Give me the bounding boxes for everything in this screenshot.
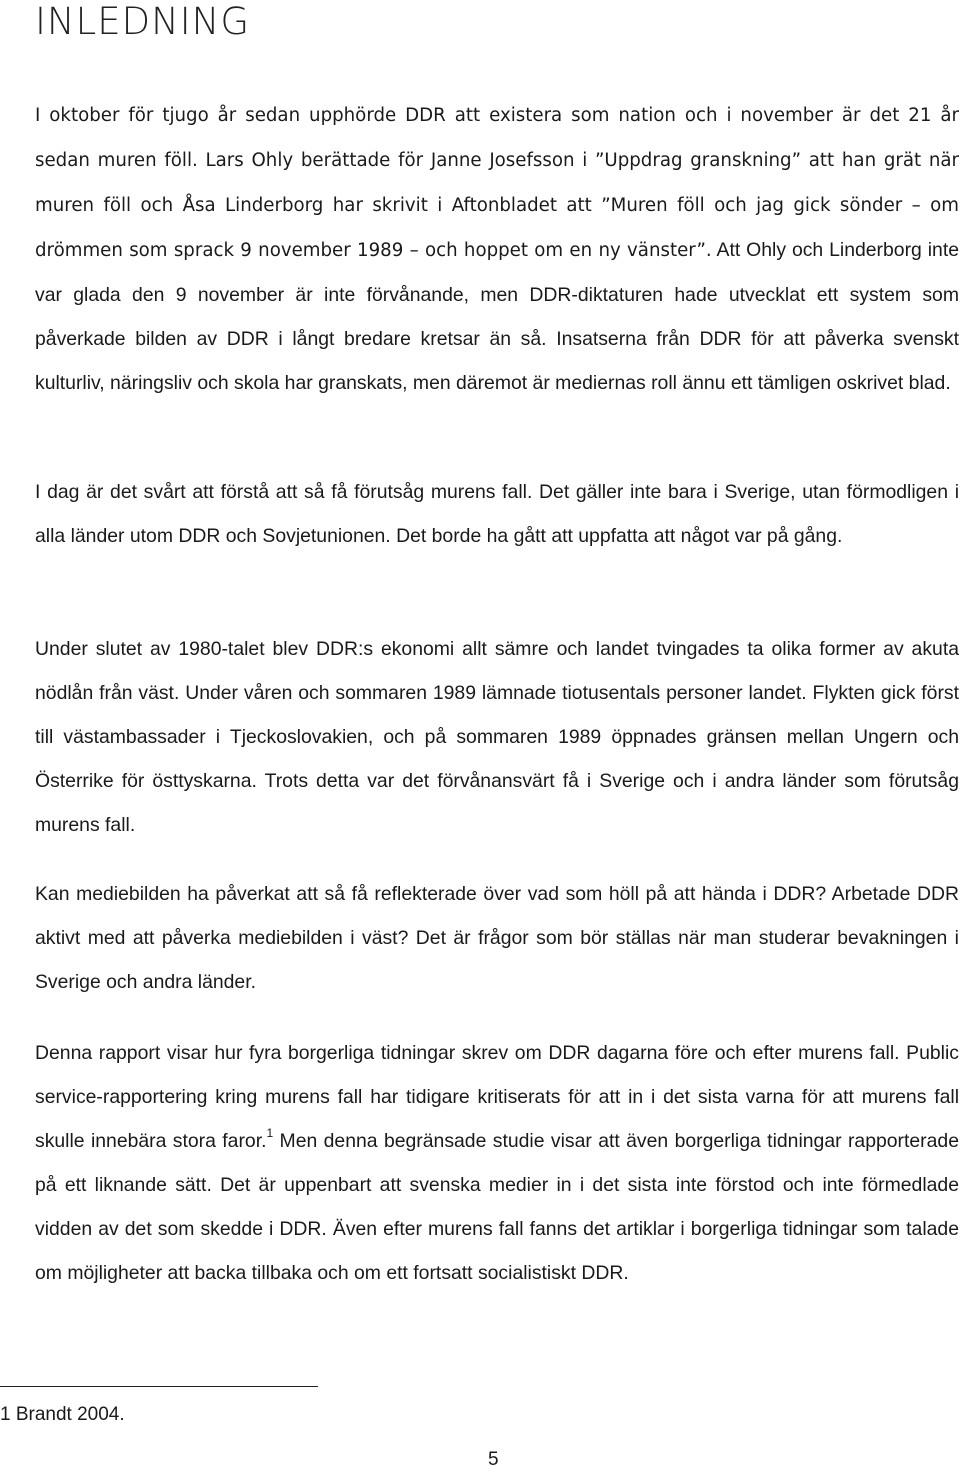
paragraph-intro-quoted-part: I oktober för tjugo år sedan upphörde DDR att existera som nation och i november är det 21 år sedan muren föll. Lars Ohly berättade för Janne Josefsson i ”Uppdrag granskning” att han grät när muren föll och Åsa Linderborg har skrivit i Aftonbladet att ”Muren föll och jag gick sönder – om drömmen som sprack 9 november 1989 – och hoppet om en ny vänster”. xyxy=(35,105,959,261)
footnote-reference[interactable]: 1 xyxy=(266,1126,274,1140)
page-heading: INLEDNING xyxy=(35,0,251,43)
paragraph-prediction: I dag är det svårt att förstå att så få förutsåg murens fall. Det gäller inte bara i Sverige, utan förmodligen i alla länder utom DDR och Sovjetunionen. Det borde ha gått att uppfatta att något var på gång. xyxy=(35,481,959,547)
paragraph-late-1980s: Under slutet av 1980-talet blev DDR:s ekonomi allt sämre och landet tvingades ta olika former av akuta nödlån från väst. Under våren och sommaren 1989 lämnade tiotusentals personer landet. Flykten gick först till västambassader i Tjeckoslovakien, och på sommaren 1989 öppnades gränsen mellan Ungern och Österrike för östtyskarna. Trots detta var det förvånansvärt få i Sverige och i andra länder som förutsåg murens fall. xyxy=(35,638,959,836)
footnote: 1 Brandt 2004. xyxy=(0,1404,125,1425)
paragraph-intro-rest: Att Ohly och Linderborg inte var glada den 9 november är inte förvånande, men DDR-diktaturen hade utvecklat ett system som påverkade bilden av DDR i långt bredare kretsar än så. Insatserna från DDR för att påverka svenskt kulturliv, näringsliv och skola har granskats, men däremot är mediernas roll ännu ett tämligen oskrivet blad. xyxy=(35,239,959,394)
paragraph-report-part-1: Denna rapport visar hur fyra borgerliga tidningar skrev om DDR dagarna före och efter murens fall. Public service-rapportering kring murens fall har tidigare kritiserats för att in i det sista varna för att murens fall skulle innebära stora faror. xyxy=(35,1042,959,1152)
paragraph-report xyxy=(35,1031,959,1295)
paragraph-report-part-2: Men denna begränsade studie visar att även borgerliga tidningar rapporterade på ett liknande sätt. Det är uppenbart att svenska medier in i det sista inte förstod och inte förmedlade vidden av det som skedde i DDR. Även efter murens fall fanns det artiklar i borgerliga tidningar som talade om möjligheter att backa tillbaka och om ett fortsatt socialistiskt DDR. xyxy=(35,1130,959,1284)
footnote-divider xyxy=(0,1386,318,1387)
paragraph-questions: Kan mediebilden ha påverkat att så få reflekterade över vad som höll på att hända i DDR? Arbetade DDR aktivt med att påverka mediebilden i väst? Det är frågor som bör ställas när man studerar bevakningen i Sverige och andra länder. xyxy=(35,883,959,993)
paragraph-intro xyxy=(35,93,959,405)
page-number: 5 xyxy=(488,1449,499,1470)
